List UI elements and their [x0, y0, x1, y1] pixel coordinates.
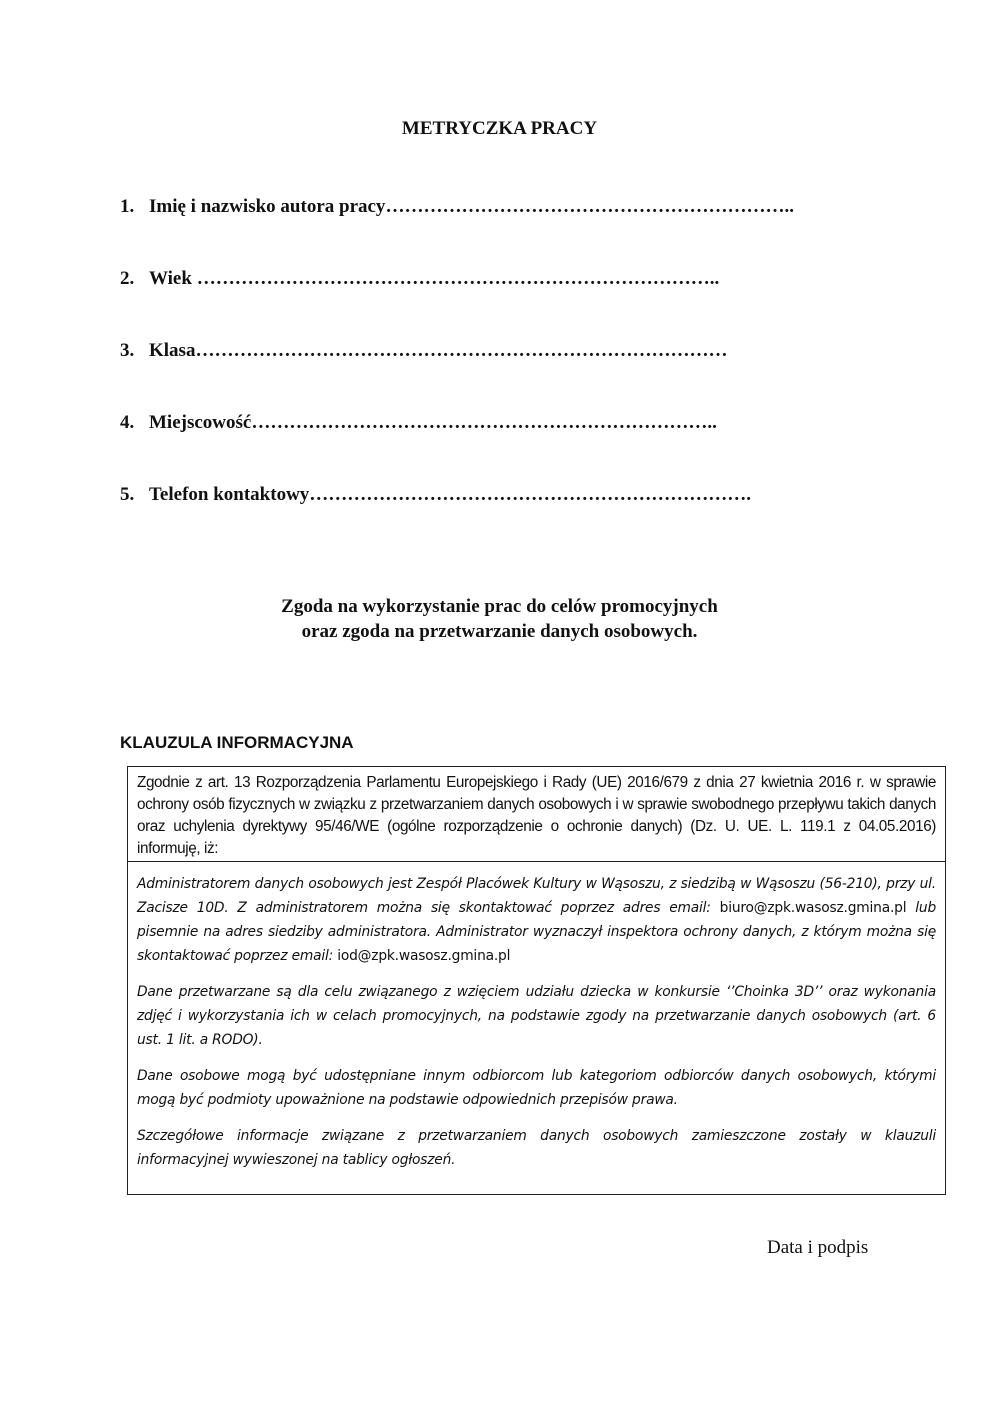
clause-paragraph-administrator: Administratorem danych osobowych jest Zespół Placówek Kultury w Wąsoszu, z siedzibą w Wąsoszu (56-210), przy ul. Zacisze 10D. Z administratorem można się skontaktować poprzez adres email: biuro@zpk.wasosz.gmina.pl lub pisemnie na adres siedziby administratora. Administrator wyznaczył inspektora ochrony danych, z którym można się skontaktować poprzez email: iod@zpk.wasosz.gmina.pl: [137, 876, 936, 964]
consent-heading: [0, 594, 999, 644]
clause-heading: KLAUZULA INFORMACYJNA: [120, 733, 354, 752]
field-dots[interactable]: ………………………………………………………………..: [251, 412, 717, 433]
field-dots[interactable]: …………………………………………………………….: [309, 484, 752, 505]
consent-line-2: oraz zgoda na przetwarzanie danych osobowych.: [301, 621, 698, 642]
clause-paragraph-details: Szczegółowe informacje związane z przetwarzaniem danych osobowych zamieszczone zostały w klauzuli informacyjnej wywieszonej na tablicy ogłoszeń.: [137, 1128, 936, 1168]
field-age: [120, 268, 880, 340]
email-link: iod@zpk.wasosz.gmina.pl: [337, 948, 511, 964]
signature-label: Data i podpis: [767, 1237, 869, 1258]
form-fields: [120, 196, 880, 556]
consent-line-1: Zgoda na wykorzystanie prac do celów promocyjnych: [281, 596, 718, 617]
field-phone: [120, 484, 880, 556]
field-dots[interactable]: …………………………………………………………………………: [195, 340, 728, 361]
clause-paragraph-recipients: Dane osobowe mogą być udostępniane innym odbiorcom lub kategoriom odbiorców danych osobowych, którymi mogą być podmioty upoważnione na podstawie odpowiednich przepisów prawa.: [137, 1068, 936, 1108]
clause-paragraph-purpose: Dane przetwarzane są dla celu związanego z wzięciem udziału dziecka w konkursie ‘’Choinka 3D’’ oraz wykonania zdjęć i wykorzystania ich w celach promocyjnych, na podstawie zgody na przetwarzanie danych osobowych (art. 6 ust. 1 lit. a RODO).: [137, 984, 936, 1048]
field-label: Klasa: [149, 340, 196, 361]
field-number: 1.: [120, 196, 135, 217]
email-link: biuro@zpk.wasosz.gmina.pl: [719, 900, 907, 916]
field-number: 5.: [120, 484, 135, 505]
document-title: METRYCZKA PRACY: [401, 118, 598, 139]
field-number: 3.: [120, 340, 135, 361]
field-class: [120, 340, 880, 412]
field-author-name: [120, 196, 880, 268]
field-label: Wiek: [149, 268, 197, 289]
field-number: 2.: [120, 268, 135, 289]
field-town: [120, 412, 880, 484]
field-dots[interactable]: ………………………………………………………………………..: [196, 268, 720, 289]
field-label: Telefon kontaktowy: [149, 484, 310, 505]
field-number: 4.: [120, 412, 135, 433]
field-label: Imię i nazwisko autora pracy: [149, 196, 386, 217]
clause-box: [127, 766, 946, 1195]
field-dots[interactable]: ………………………………………………………..: [385, 196, 794, 217]
clause-details: [128, 862, 945, 1172]
field-label: Miejscowość: [149, 412, 252, 433]
clause-intro: Zgodnie z art. 13 Rozporządzenia Parlamentu Europejskiego i Rady (UE) 2016/679 z dnia 27 kwietnia 2016 r. w sprawie ochrony osób fizycznych w związku z przetwarzaniem danych osobowych i w sprawie swobodnego przepływu takich danych oraz uchylenia dyrektywy 95/46/WE (ogólne rozporządzenie o ochronie danych) (Dz. U. UE. L. 119.1 z 04.05.2016) informuję, iż:: [128, 767, 945, 862]
